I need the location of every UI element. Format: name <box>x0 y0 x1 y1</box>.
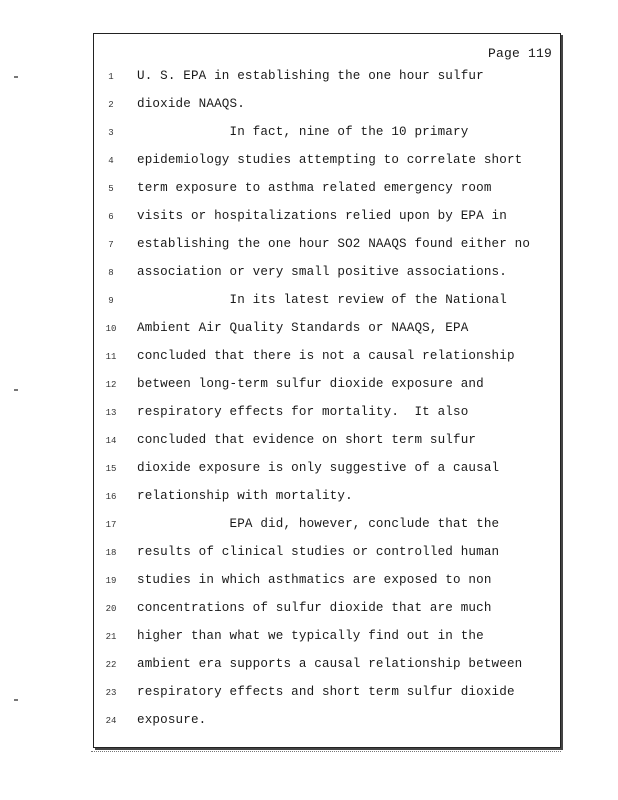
transcript-line <box>94 321 560 341</box>
line-number: 13 <box>105 408 117 418</box>
line-text: ambient era supports a causal relationship between <box>137 657 523 671</box>
line-text: between long-term sulfur dioxide exposure and <box>137 377 484 391</box>
line-number: 6 <box>108 212 114 222</box>
line-text: relationship with mortality. <box>137 489 353 503</box>
line-text: exposure. <box>137 713 207 727</box>
transcript-line <box>94 125 560 145</box>
transcript-line <box>94 349 560 369</box>
line-text: studies in which asthmatics are exposed to non <box>137 573 492 587</box>
transcript-line <box>94 377 560 397</box>
bottom-rule <box>91 751 561 752</box>
transcript-line <box>94 153 560 173</box>
line-text: In its latest review of the National <box>137 293 507 307</box>
transcript-line <box>94 629 560 649</box>
line-number: 9 <box>108 296 114 306</box>
scan-speck <box>14 389 18 391</box>
line-number: 15 <box>105 464 117 474</box>
line-number: 18 <box>105 548 117 558</box>
transcript-line <box>94 69 560 89</box>
transcript-line <box>94 545 560 565</box>
line-text: respiratory effects and short term sulfur dioxide <box>137 685 515 699</box>
line-number: 5 <box>108 184 114 194</box>
line-number: 17 <box>105 520 117 530</box>
line-text: term exposure to asthma related emergency room <box>137 181 492 195</box>
transcript-line <box>94 237 560 257</box>
line-number: 24 <box>105 716 117 726</box>
transcript-line <box>94 181 560 201</box>
transcript-line <box>94 405 560 425</box>
line-text: In fact, nine of the 10 primary <box>137 125 469 139</box>
line-text: Ambient Air Quality Standards or NAAQS, EPA <box>137 321 469 335</box>
line-text: higher than what we typically find out in the <box>137 629 484 643</box>
transcript-line <box>94 517 560 537</box>
line-number: 3 <box>108 128 114 138</box>
scan-speck <box>14 76 18 78</box>
line-number: 22 <box>105 660 117 670</box>
line-number: 14 <box>105 436 117 446</box>
line-text: dioxide NAAQS. <box>137 97 245 111</box>
transcript-line <box>94 433 560 453</box>
line-number: 4 <box>108 156 114 166</box>
line-text: establishing the one hour SO2 NAAQS found either no <box>137 237 531 251</box>
transcript-line <box>94 657 560 677</box>
line-number: 7 <box>108 240 114 250</box>
scan-speck <box>14 699 18 701</box>
line-number: 20 <box>105 604 117 614</box>
line-text: results of clinical studies or controlled human <box>137 545 500 559</box>
line-text: U. S. EPA in establishing the one hour sulfur <box>137 69 484 83</box>
transcript-line <box>94 489 560 509</box>
line-number: 21 <box>105 632 117 642</box>
line-number: 19 <box>105 576 117 586</box>
line-number: 16 <box>105 492 117 502</box>
line-text: epidemiology studies attempting to correlate short <box>137 153 523 167</box>
line-number: 2 <box>108 100 114 110</box>
line-number: 10 <box>105 324 117 334</box>
line-text: concluded that there is not a causal relationship <box>137 349 515 363</box>
line-text: concentrations of sulfur dioxide that are much <box>137 601 492 615</box>
line-number: 11 <box>105 352 117 362</box>
transcript-line <box>94 209 560 229</box>
transcript-line <box>94 461 560 481</box>
line-text: association or very small positive associations. <box>137 265 507 279</box>
transcript-line <box>94 685 560 705</box>
line-text: EPA did, however, conclude that the <box>137 517 500 531</box>
line-number: 8 <box>108 268 114 278</box>
transcript-page <box>93 33 561 748</box>
transcript-line <box>94 265 560 285</box>
transcript-line <box>94 573 560 593</box>
line-text: visits or hospitalizations relied upon by EPA in <box>137 209 507 223</box>
transcript-line <box>94 601 560 621</box>
transcript-line <box>94 713 560 733</box>
transcript-line <box>94 97 560 117</box>
line-text: respiratory effects for mortality. It also <box>137 405 469 419</box>
line-text: dioxide exposure is only suggestive of a causal <box>137 461 500 475</box>
line-number: 23 <box>105 688 117 698</box>
line-number: 1 <box>108 72 114 82</box>
line-text: concluded that evidence on short term sulfur <box>137 433 477 447</box>
page-number: Page 119 <box>487 46 552 61</box>
transcript-line <box>94 293 560 313</box>
line-number: 12 <box>105 380 117 390</box>
